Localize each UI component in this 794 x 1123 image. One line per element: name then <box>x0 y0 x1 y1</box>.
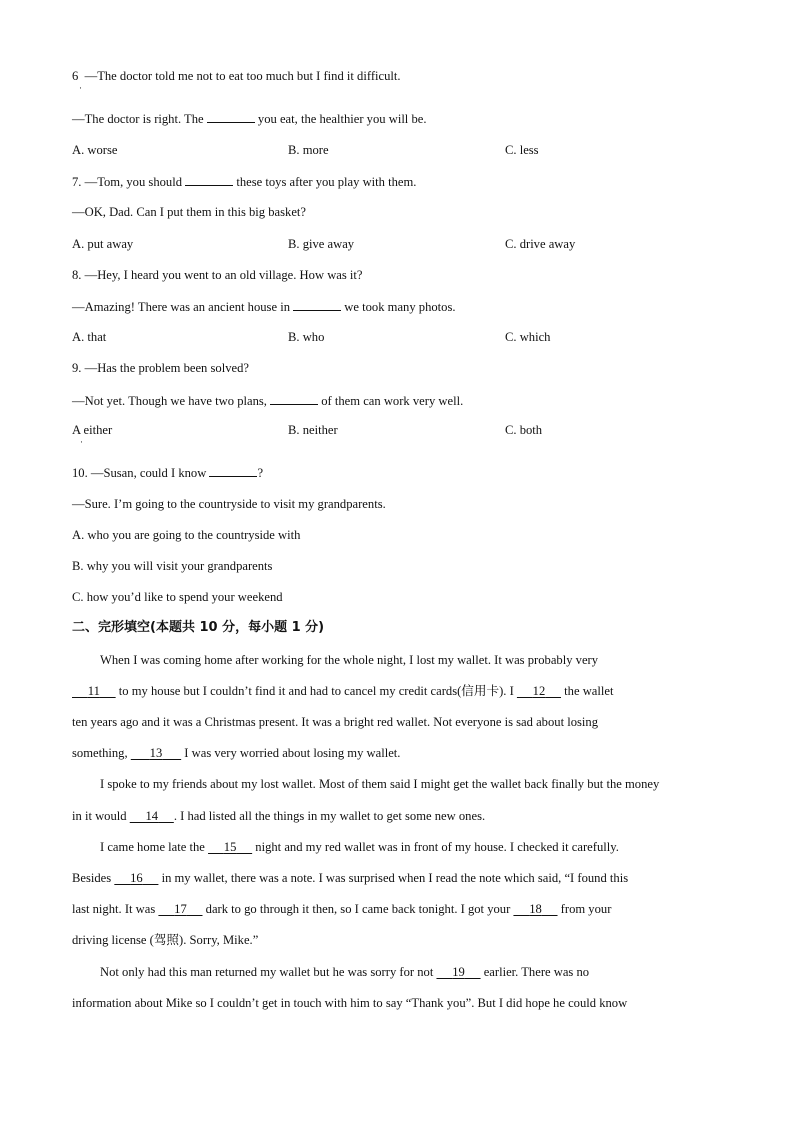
q6-option-a: A. worse <box>72 143 118 157</box>
passage-p3-line3-c: from your <box>557 902 612 916</box>
q9-option-b: B. neither <box>288 423 338 437</box>
q9-blank <box>270 392 318 405</box>
passage-p3-line1-a: I came home late the <box>100 840 209 854</box>
passage-p2-line1: I spoke to my friends about my lost wallet. Most of them said I might get the wallet back finally but the money <box>100 777 660 791</box>
q10-dialog1-a: 10. —Susan, could I know <box>72 466 210 480</box>
q7-option-a: A. put away <box>72 237 134 251</box>
q6-line2 <box>72 110 427 127</box>
passage-p4-line1 <box>100 964 750 980</box>
q6-dialog2-a: —The doctor is right. The <box>72 112 207 126</box>
q9-line1: 9. —Has the problem been solved? <box>72 361 249 375</box>
q6-blank <box>207 110 255 123</box>
passage-p3-line4: driving license (驾照). Sorry, Mike.” <box>72 933 259 947</box>
q10-option-a: A. who you are going to the countryside with <box>72 528 301 542</box>
blank-15: 15 <box>223 840 237 854</box>
q7-blank <box>185 173 233 186</box>
q8-option-a: A. that <box>72 330 107 344</box>
q9-option-c: C. both <box>505 423 543 437</box>
passage-p2-line2-a: in it would <box>72 809 130 823</box>
q6-dot-mark: · <box>79 83 82 93</box>
q8-line2 <box>72 298 456 315</box>
passage-p3-line1 <box>100 839 750 855</box>
q9-line2 <box>72 392 463 409</box>
passage-p1-line1: When I was coming home after working for the whole night, I lost my wallet. It was probably very <box>100 653 599 667</box>
q10-option-b: B. why you will visit your grandparents <box>72 559 273 573</box>
passage-p2-line2-b: . I had listed all the things in my wallet to get some new ones. <box>173 809 486 823</box>
q10-blank <box>209 464 257 477</box>
passage-p4-line2: information about Mike so I couldn’t get in touch with him to say “Thank you”. But I did hope he could know <box>72 996 628 1010</box>
q10-option-c: C. how you’d like to spend your weekend <box>72 590 283 604</box>
passage-p4-line1-a: Not only had this man returned my wallet but he was sorry for not <box>100 965 437 979</box>
q8-dialog2-b: we took many photos. <box>341 300 456 314</box>
q7-option-c: C. drive away <box>505 237 576 251</box>
q7-line2: —OK, Dad. Can I put them in this big basket? <box>72 205 306 219</box>
passage-p1-line4-a: something, <box>72 746 131 760</box>
blank-14: 14 <box>145 809 159 823</box>
passage-p1-line3: ten years ago and it was a Christmas present. It was a bright red wallet. Not everyone is sad about losing <box>72 715 599 729</box>
q6-line1 <box>72 68 401 84</box>
section2-heading: 二、完形填空(本题共 10 分，每小题 1 分) <box>72 620 325 635</box>
blank-11: 11 <box>87 684 100 698</box>
passage-p3-line2 <box>72 870 722 886</box>
q9-option-a: A either <box>72 423 113 437</box>
blank-17: 17 <box>174 902 187 916</box>
passage-p1-line4 <box>72 745 722 761</box>
blank-12: 12 <box>532 684 546 698</box>
q8-dialog2-a: —Amazing! There was an ancient house in <box>72 300 294 314</box>
q7-dialog1-a: 7. —Tom, you should <box>72 175 186 189</box>
q6-option-c: C. less <box>505 143 539 157</box>
blank-16: 16 <box>130 871 143 885</box>
q8-option-b: B. who <box>288 330 325 344</box>
q9-dot-mark: · <box>80 437 83 447</box>
passage-p4-line1-b: earlier. There was no <box>480 965 590 979</box>
passage-p1-line4-b: I was very worried about losing my wallet. <box>181 746 401 760</box>
passage-p3-line3-b: dark to go through it then, so I came back tonight. I got your <box>202 902 514 916</box>
q10-line1 <box>72 464 263 481</box>
q7-option-b: B. give away <box>288 237 355 251</box>
passage-p1-line2-a: to my house but I couldn’t find it and had to cancel my credit cards(信用卡). I <box>115 684 517 698</box>
passage-p2-line2 <box>72 808 722 824</box>
q9-dialog2-b: of them can work very well. <box>318 394 464 408</box>
q6-option-b: B. more <box>288 143 329 157</box>
passage-p3-line3-a: last night. It was <box>72 902 159 916</box>
q7-line1 <box>72 173 416 190</box>
blank-18: 18 <box>529 902 542 916</box>
passage-p3-line1-b: night and my red wallet was in front of my house. I checked it carefully. <box>252 840 619 854</box>
blank-13: 13 <box>149 746 163 760</box>
q8-blank <box>293 298 341 311</box>
q9-dialog2-a: —Not yet. Though we have two plans, <box>72 394 271 408</box>
q6-number: 6 <box>72 69 79 83</box>
q8-option-c: C. which <box>505 330 551 344</box>
q8-line1: 8. —Hey, I heard you went to an old village. How was it? <box>72 268 363 282</box>
q6-dialog1: —The doctor told me not to eat too much but I find it difficult. <box>84 69 401 83</box>
q6-dialog2-b: you eat, the healthier you will be. <box>254 112 427 126</box>
passage-p3-line2-a: Besides <box>72 871 115 885</box>
q10-line2: —Sure. I’m going to the countryside to visit my grandparents. <box>72 497 386 511</box>
q10-dialog1-b: ? <box>257 466 264 480</box>
passage-p1-line2-b: the wallet <box>561 684 614 698</box>
passage-p3-line3 <box>72 901 722 917</box>
passage-p3-line2-b: in my wallet, there was a note. I was surprised when I read the note which said, “I found this <box>158 871 629 885</box>
passage-p1-line2 <box>72 683 722 699</box>
q7-dialog1-b: these toys after you play with them. <box>233 175 417 189</box>
blank-19: 19 <box>452 965 465 979</box>
